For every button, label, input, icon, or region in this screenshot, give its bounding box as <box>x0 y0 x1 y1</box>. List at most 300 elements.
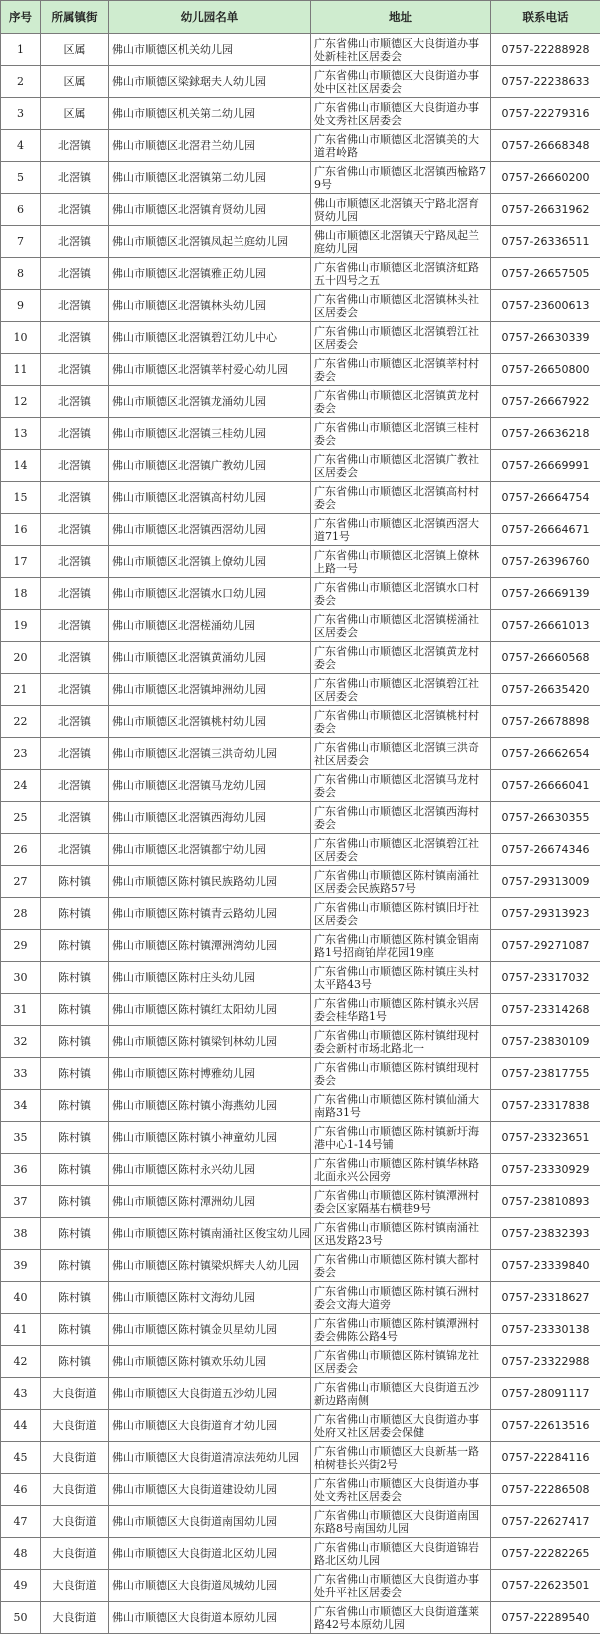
table-row <box>1 226 600 258</box>
cell-name: 佛山市顺德区陈村镇青云路幼儿园 <box>109 898 311 930</box>
cell-phone: 0757-26668348 <box>491 130 600 162</box>
cell-name: 佛山市顺德区大良街道南国幼儿园 <box>109 1506 311 1538</box>
header-phone: 联系电话 <box>491 1 600 34</box>
cell-phone: 0757-29313923 <box>491 898 600 930</box>
cell-no: 21 <box>1 674 41 706</box>
cell-name: 佛山市顺德区陈村镇梁炽辉夫人幼儿园 <box>109 1250 311 1282</box>
cell-town: 北滘镇 <box>41 610 109 642</box>
cell-name: 佛山市顺德区大良街道建设幼儿园 <box>109 1474 311 1506</box>
cell-phone: 0757-26664754 <box>491 482 600 514</box>
cell-no: 13 <box>1 418 41 450</box>
cell-name: 佛山市顺德区陈村镇小神童幼儿园 <box>109 1122 311 1154</box>
cell-town: 陈村镇 <box>41 866 109 898</box>
cell-phone: 0757-26631962 <box>491 194 600 226</box>
cell-phone: 0757-26666041 <box>491 770 600 802</box>
cell-no: 9 <box>1 290 41 322</box>
cell-town: 区属 <box>41 98 109 130</box>
cell-phone: 0757-23832393 <box>491 1218 600 1250</box>
cell-address: 广东省佛山市顺德区北滘镇水口村委会 <box>311 578 491 610</box>
cell-name: 佛山市顺德区北滘镇黄涌幼儿园 <box>109 642 311 674</box>
cell-phone: 0757-26630339 <box>491 322 600 354</box>
cell-no: 38 <box>1 1218 41 1250</box>
cell-no: 10 <box>1 322 41 354</box>
cell-address: 广东省佛山市顺德区大良街道办事处文秀社区居委会 <box>311 98 491 130</box>
table-row <box>1 1410 600 1442</box>
cell-phone: 0757-26660200 <box>491 162 600 194</box>
cell-no: 37 <box>1 1186 41 1218</box>
cell-no: 36 <box>1 1154 41 1186</box>
cell-no: 28 <box>1 898 41 930</box>
cell-address: 广东省佛山市顺德区北滘镇西滘大道71号 <box>311 514 491 546</box>
table-row <box>1 642 600 674</box>
cell-name: 佛山市顺德区陈村镇红太阳幼儿园 <box>109 994 311 1026</box>
cell-phone: 0757-26674346 <box>491 834 600 866</box>
cell-town: 陈村镇 <box>41 1218 109 1250</box>
cell-address: 广东省佛山市顺德区北滘镇黄龙村委会 <box>311 642 491 674</box>
cell-town: 北滘镇 <box>41 418 109 450</box>
header-no: 序号 <box>1 1 41 34</box>
cell-town: 北滘镇 <box>41 482 109 514</box>
cell-phone: 0757-23317032 <box>491 962 600 994</box>
cell-town: 北滘镇 <box>41 162 109 194</box>
cell-town: 大良街道 <box>41 1570 109 1602</box>
cell-phone: 0757-22623501 <box>491 1570 600 1602</box>
cell-name: 佛山市顺德区北滘镇龙涌幼儿园 <box>109 386 311 418</box>
cell-address: 广东省佛山市顺德区大良街道办事处府又社区居委会保健 <box>311 1410 491 1442</box>
table-row <box>1 290 600 322</box>
cell-town: 陈村镇 <box>41 1346 109 1378</box>
cell-town: 大良街道 <box>41 1474 109 1506</box>
cell-address: 广东省佛山市顺德区北滘镇碧江社区居委会 <box>311 322 491 354</box>
cell-address: 广东省佛山市顺德区陈村镇潭洲村委会佛陈公路4号 <box>311 1314 491 1346</box>
table-row <box>1 802 600 834</box>
cell-name: 佛山市顺德区北滘镇西海幼儿园 <box>109 802 311 834</box>
cell-address: 广东省佛山市顺德区大良街道五沙新边路南侧 <box>311 1378 491 1410</box>
header-town: 所属镇街 <box>41 1 109 34</box>
cell-address: 广东省佛山市顺德区陈村镇新圩海港中心1-14号铺 <box>311 1122 491 1154</box>
table-row <box>1 1090 600 1122</box>
cell-phone: 0757-22627417 <box>491 1506 600 1538</box>
cell-town: 陈村镇 <box>41 1090 109 1122</box>
cell-name: 佛山市顺德区北滘镇林头幼儿园 <box>109 290 311 322</box>
cell-town: 北滘镇 <box>41 354 109 386</box>
table-header <box>1 1 600 34</box>
cell-phone: 0757-26664671 <box>491 514 600 546</box>
cell-address: 广东省佛山市顺德区陈村镇仙涌大南路31号 <box>311 1090 491 1122</box>
cell-name: 佛山市顺德区大良街道育才幼儿园 <box>109 1410 311 1442</box>
cell-no: 25 <box>1 802 41 834</box>
cell-phone: 0757-26396760 <box>491 546 600 578</box>
table-row <box>1 354 600 386</box>
cell-phone: 0757-26636218 <box>491 418 600 450</box>
table-row <box>1 1442 600 1474</box>
cell-no: 48 <box>1 1538 41 1570</box>
cell-address: 广东省佛山市顺德区北滘镇高村村委会 <box>311 482 491 514</box>
table-row <box>1 930 600 962</box>
table-row <box>1 418 600 450</box>
cell-town: 陈村镇 <box>41 1058 109 1090</box>
cell-name: 佛山市顺德区机关第二幼儿园 <box>109 98 311 130</box>
cell-address: 佛山市顺德区北滘镇天宁路凤起兰庭幼儿园 <box>311 226 491 258</box>
cell-town: 大良街道 <box>41 1378 109 1410</box>
cell-no: 32 <box>1 1026 41 1058</box>
cell-address: 广东省佛山市顺德区陈村镇庄头村太平路43号 <box>311 962 491 994</box>
cell-no: 33 <box>1 1058 41 1090</box>
cell-name: 佛山市顺德区北滘镇第二幼儿园 <box>109 162 311 194</box>
cell-phone: 0757-22286508 <box>491 1474 600 1506</box>
cell-phone: 0757-26635420 <box>491 674 600 706</box>
table-row <box>1 1250 600 1282</box>
cell-name: 佛山市顺德区北滘镇雅正幼儿园 <box>109 258 311 290</box>
cell-name: 佛山市顺德区陈村镇潭洲湾幼儿园 <box>109 930 311 962</box>
cell-address: 广东省佛山市顺德区陈村镇大都村委会 <box>311 1250 491 1282</box>
cell-name: 佛山市顺德区大良街道清凉法苑幼儿园 <box>109 1442 311 1474</box>
cell-address: 广东省佛山市顺德区陈村镇南涌社区居委会民族路57号 <box>311 866 491 898</box>
cell-address: 广东省佛山市顺德区北滘镇林头社区居委会 <box>311 290 491 322</box>
cell-name: 佛山市顺德区大良街道凤城幼儿园 <box>109 1570 311 1602</box>
cell-town: 大良街道 <box>41 1410 109 1442</box>
cell-address: 广东省佛山市顺德区北滘镇莘村村委会 <box>311 354 491 386</box>
cell-name: 佛山市顺德区梁銶琚夫人幼儿园 <box>109 66 311 98</box>
table-row <box>1 962 600 994</box>
cell-name: 佛山市顺德区北滘镇西滘幼儿园 <box>109 514 311 546</box>
table-row <box>1 1122 600 1154</box>
table-body <box>1 34 600 1634</box>
table-row <box>1 1570 600 1602</box>
cell-name: 佛山市顺德区陈村潭洲幼儿园 <box>109 1186 311 1218</box>
cell-address: 广东省佛山市顺德区陈村镇华林路北面永兴公园旁 <box>311 1154 491 1186</box>
cell-no: 6 <box>1 194 41 226</box>
table-row <box>1 1218 600 1250</box>
cell-town: 大良街道 <box>41 1442 109 1474</box>
cell-name: 佛山市顺德区北滘镇马龙幼儿园 <box>109 770 311 802</box>
cell-no: 42 <box>1 1346 41 1378</box>
cell-no: 50 <box>1 1602 41 1634</box>
table-row <box>1 1506 600 1538</box>
cell-name: 佛山市顺德区北滘镇碧江幼儿中心 <box>109 322 311 354</box>
cell-no: 16 <box>1 514 41 546</box>
cell-phone: 0757-23317838 <box>491 1090 600 1122</box>
cell-no: 46 <box>1 1474 41 1506</box>
table-row <box>1 1026 600 1058</box>
cell-phone: 0757-23830109 <box>491 1026 600 1058</box>
cell-name: 佛山市顺德区陈村镇梁钊林幼儿园 <box>109 1026 311 1058</box>
cell-address: 佛山市顺德区北滘镇天宁路北滘育贤幼儿园 <box>311 194 491 226</box>
table-row <box>1 482 600 514</box>
cell-phone: 0757-23600613 <box>491 290 600 322</box>
cell-address: 广东省佛山市顺德区陈村镇南涌社区迅发路23号 <box>311 1218 491 1250</box>
cell-no: 17 <box>1 546 41 578</box>
cell-town: 北滘镇 <box>41 514 109 546</box>
cell-phone: 0757-23330929 <box>491 1154 600 1186</box>
cell-name: 佛山市顺德区北滘镇坤洲幼儿园 <box>109 674 311 706</box>
cell-no: 30 <box>1 962 41 994</box>
cell-no: 26 <box>1 834 41 866</box>
cell-no: 29 <box>1 930 41 962</box>
cell-town: 北滘镇 <box>41 578 109 610</box>
table-row <box>1 1058 600 1090</box>
cell-phone: 0757-29271087 <box>491 930 600 962</box>
cell-address: 广东省佛山市顺德区大良街道蓬莱路42号本原幼儿园 <box>311 1602 491 1634</box>
cell-phone: 0757-29313009 <box>491 866 600 898</box>
cell-name: 佛山市顺德区陈村镇民族路幼儿园 <box>109 866 311 898</box>
cell-no: 44 <box>1 1410 41 1442</box>
header-name: 幼儿园名单 <box>109 1 311 34</box>
cell-address: 广东省佛山市顺德区陈村镇潭洲村委会区家隔基右横巷9号 <box>311 1186 491 1218</box>
cell-phone: 0757-26336511 <box>491 226 600 258</box>
table-row <box>1 578 600 610</box>
cell-phone: 0757-22288928 <box>491 34 600 66</box>
cell-phone: 0757-26669139 <box>491 578 600 610</box>
cell-address: 广东省佛山市顺德区北滘镇三洪奇社区居委会 <box>311 738 491 770</box>
cell-address: 广东省佛山市顺德区北滘镇碧江社区居委会 <box>311 834 491 866</box>
table-row <box>1 130 600 162</box>
cell-name: 佛山市顺德区大良街道本原幼儿园 <box>109 1602 311 1634</box>
cell-phone: 0757-26662654 <box>491 738 600 770</box>
cell-address: 广东省佛山市顺德区大良街道南国东路8号南国幼儿园 <box>311 1506 491 1538</box>
cell-name: 佛山市顺德区机关幼儿园 <box>109 34 311 66</box>
cell-phone: 0757-22279316 <box>491 98 600 130</box>
cell-name: 佛山市顺德区陈村镇小海燕幼儿园 <box>109 1090 311 1122</box>
table-row <box>1 258 600 290</box>
cell-address: 广东省佛山市顺德区陈村镇旧圩社区居委会 <box>311 898 491 930</box>
table-row <box>1 866 600 898</box>
cell-phone: 0757-22289540 <box>491 1602 600 1634</box>
cell-name: 佛山市顺德区北滘镇上僚幼儿园 <box>109 546 311 578</box>
cell-town: 北滘镇 <box>41 706 109 738</box>
cell-town: 陈村镇 <box>41 1154 109 1186</box>
cell-town: 北滘镇 <box>41 642 109 674</box>
cell-no: 31 <box>1 994 41 1026</box>
cell-name: 佛山市顺德区陈村镇欢乐幼儿园 <box>109 1346 311 1378</box>
cell-no: 43 <box>1 1378 41 1410</box>
table-row <box>1 1538 600 1570</box>
cell-no: 40 <box>1 1282 41 1314</box>
cell-address: 广东省佛山市顺德区北滘镇西海村委会 <box>311 802 491 834</box>
table-row <box>1 994 600 1026</box>
cell-no: 4 <box>1 130 41 162</box>
cell-address: 广东省佛山市顺德区陈村镇绀现村委会新村市场北路北一 <box>311 1026 491 1058</box>
cell-no: 5 <box>1 162 41 194</box>
cell-name: 佛山市顺德区北滘镇都宁幼儿园 <box>109 834 311 866</box>
cell-town: 陈村镇 <box>41 930 109 962</box>
cell-address: 广东省佛山市顺德区陈村镇绀现村委会 <box>311 1058 491 1090</box>
cell-name: 佛山市顺德区北滘镇高村幼儿园 <box>109 482 311 514</box>
cell-no: 45 <box>1 1442 41 1474</box>
cell-town: 陈村镇 <box>41 1122 109 1154</box>
cell-address: 广东省佛山市顺德区陈村镇石洲村委会文海大道旁 <box>311 1282 491 1314</box>
table-row <box>1 386 600 418</box>
table-row <box>1 194 600 226</box>
table-row <box>1 610 600 642</box>
cell-address: 广东省佛山市顺德区北滘镇三桂村委会 <box>311 418 491 450</box>
cell-town: 陈村镇 <box>41 1250 109 1282</box>
cell-phone: 0757-22282265 <box>491 1538 600 1570</box>
cell-no: 49 <box>1 1570 41 1602</box>
cell-town: 北滘镇 <box>41 674 109 706</box>
cell-phone: 0757-23322988 <box>491 1346 600 1378</box>
table-row <box>1 1474 600 1506</box>
cell-no: 20 <box>1 642 41 674</box>
cell-phone: 0757-23314268 <box>491 994 600 1026</box>
cell-phone: 0757-23810893 <box>491 1186 600 1218</box>
table-row <box>1 1346 600 1378</box>
cell-town: 大良街道 <box>41 1506 109 1538</box>
cell-town: 北滘镇 <box>41 322 109 354</box>
cell-name: 佛山市顺德区北滘镇广教幼儿园 <box>109 450 311 482</box>
table-row <box>1 514 600 546</box>
cell-phone: 0757-23330138 <box>491 1314 600 1346</box>
cell-address: 广东省佛山市顺德区北滘镇上僚林上路一号 <box>311 546 491 578</box>
cell-no: 47 <box>1 1506 41 1538</box>
cell-town: 北滘镇 <box>41 130 109 162</box>
cell-phone: 0757-26630355 <box>491 802 600 834</box>
cell-address: 广东省佛山市顺德区北滘镇济虹路五十四号之五 <box>311 258 491 290</box>
cell-address: 广东省佛山市顺德区北滘镇黄龙村委会 <box>311 386 491 418</box>
cell-no: 18 <box>1 578 41 610</box>
cell-no: 11 <box>1 354 41 386</box>
cell-no: 14 <box>1 450 41 482</box>
cell-no: 24 <box>1 770 41 802</box>
cell-town: 陈村镇 <box>41 994 109 1026</box>
cell-town: 北滘镇 <box>41 802 109 834</box>
cell-address: 广东省佛山市顺德区大良新基一路柏树巷长兴街2号 <box>311 1442 491 1474</box>
cell-town: 陈村镇 <box>41 1314 109 1346</box>
cell-phone: 0757-28091117 <box>491 1378 600 1410</box>
cell-town: 陈村镇 <box>41 1026 109 1058</box>
cell-address: 广东省佛山市顺德区北滘镇美的大道君岭路 <box>311 130 491 162</box>
cell-address: 广东省佛山市顺德区陈村镇锦龙社区居委会 <box>311 1346 491 1378</box>
cell-town: 北滘镇 <box>41 194 109 226</box>
table-row <box>1 1378 600 1410</box>
cell-address: 广东省佛山市顺德区北滘镇西楡路79号 <box>311 162 491 194</box>
cell-town: 北滘镇 <box>41 258 109 290</box>
cell-address: 广东省佛山市顺德区北滘镇广教社区居委会 <box>311 450 491 482</box>
cell-name: 佛山市顺德区北滘君兰幼儿园 <box>109 130 311 162</box>
cell-town: 陈村镇 <box>41 1186 109 1218</box>
table-row <box>1 898 600 930</box>
cell-phone: 0757-26678898 <box>491 706 600 738</box>
cell-address: 广东省佛山市顺德区陈村镇永兴居委会桂华路1号 <box>311 994 491 1026</box>
cell-phone: 0757-26660568 <box>491 642 600 674</box>
cell-no: 27 <box>1 866 41 898</box>
table-row <box>1 706 600 738</box>
table-row <box>1 450 600 482</box>
cell-name: 佛山市顺德区北滘镇莘村爱心幼儿园 <box>109 354 311 386</box>
table-row <box>1 1602 600 1634</box>
cell-name: 佛山市顺德区北滘镇水口幼儿园 <box>109 578 311 610</box>
cell-name: 佛山市顺德区陈村博雅幼儿园 <box>109 1058 311 1090</box>
cell-name: 佛山市顺德区大良街道五沙幼儿园 <box>109 1378 311 1410</box>
table-row <box>1 834 600 866</box>
cell-no: 19 <box>1 610 41 642</box>
cell-address: 广东省佛山市顺德区大良街道办事处中区社区居委会 <box>311 66 491 98</box>
table-row <box>1 1314 600 1346</box>
cell-no: 1 <box>1 34 41 66</box>
cell-name: 佛山市顺德区陈村永兴幼儿园 <box>109 1154 311 1186</box>
cell-phone: 0757-26657505 <box>491 258 600 290</box>
cell-town: 北滘镇 <box>41 450 109 482</box>
cell-address: 广东省佛山市顺德区北滘镇桃村村委会 <box>311 706 491 738</box>
cell-no: 34 <box>1 1090 41 1122</box>
cell-address: 广东省佛山市顺德区大良街道锦岩路北区幼儿园 <box>311 1538 491 1570</box>
cell-phone: 0757-23339840 <box>491 1250 600 1282</box>
cell-address: 广东省佛山市顺德区北滘镇碧江社区居委会 <box>311 674 491 706</box>
cell-name: 佛山市顺德区北滘槎涌幼儿园 <box>109 610 311 642</box>
cell-town: 北滘镇 <box>41 770 109 802</box>
cell-no: 22 <box>1 706 41 738</box>
cell-phone: 0757-23323651 <box>491 1122 600 1154</box>
cell-no: 41 <box>1 1314 41 1346</box>
cell-town: 北滘镇 <box>41 834 109 866</box>
cell-no: 15 <box>1 482 41 514</box>
cell-town: 北滘镇 <box>41 546 109 578</box>
cell-name: 佛山市顺德区北滘镇三桂幼儿园 <box>109 418 311 450</box>
table-row <box>1 322 600 354</box>
cell-phone: 0757-26669991 <box>491 450 600 482</box>
cell-no: 12 <box>1 386 41 418</box>
table-row <box>1 1282 600 1314</box>
cell-address: 广东省佛山市顺德区北滘镇槎涌社区居委会 <box>311 610 491 642</box>
cell-town: 区属 <box>41 66 109 98</box>
cell-name: 佛山市顺德区陈村文海幼儿园 <box>109 1282 311 1314</box>
table-row <box>1 98 600 130</box>
cell-no: 3 <box>1 98 41 130</box>
cell-address: 广东省佛山市顺德区大良街道办事处新桂社区居委会 <box>311 34 491 66</box>
cell-no: 8 <box>1 258 41 290</box>
cell-phone: 0757-22613516 <box>491 1410 600 1442</box>
cell-town: 北滘镇 <box>41 386 109 418</box>
cell-no: 2 <box>1 66 41 98</box>
table-row <box>1 1186 600 1218</box>
cell-name: 佛山市顺德区大良街道北区幼儿园 <box>109 1538 311 1570</box>
cell-town: 北滘镇 <box>41 738 109 770</box>
table-row <box>1 546 600 578</box>
cell-no: 7 <box>1 226 41 258</box>
table-row <box>1 66 600 98</box>
cell-town: 区属 <box>41 34 109 66</box>
cell-phone: 0757-26650800 <box>491 354 600 386</box>
cell-town: 大良街道 <box>41 1538 109 1570</box>
cell-town: 北滘镇 <box>41 290 109 322</box>
cell-name: 佛山市顺德区陈村庄头幼儿园 <box>109 962 311 994</box>
cell-phone: 0757-26661013 <box>491 610 600 642</box>
table-row <box>1 34 600 66</box>
cell-address: 广东省佛山市顺德区大良街道办事处文秀社区居委会 <box>311 1474 491 1506</box>
cell-town: 大良街道 <box>41 1602 109 1634</box>
cell-name: 佛山市顺德区陈村镇金贝星幼儿园 <box>109 1314 311 1346</box>
cell-address: 广东省佛山市顺德区北滘镇马龙村委会 <box>311 770 491 802</box>
cell-town: 陈村镇 <box>41 1282 109 1314</box>
cell-town: 陈村镇 <box>41 962 109 994</box>
cell-phone: 0757-22238633 <box>491 66 600 98</box>
table-row <box>1 770 600 802</box>
cell-name: 佛山市顺德区陈村镇南涌社区俊宝幼儿园 <box>109 1218 311 1250</box>
cell-no: 39 <box>1 1250 41 1282</box>
header-row <box>1 1 600 34</box>
cell-town: 陈村镇 <box>41 898 109 930</box>
cell-name: 佛山市顺德区北滘镇凤起兰庭幼儿园 <box>109 226 311 258</box>
table-row <box>1 738 600 770</box>
cell-address: 广东省佛山市顺德区陈村镇金锠南路1号招商铂岸花园19座 <box>311 930 491 962</box>
table-row <box>1 162 600 194</box>
cell-name: 佛山市顺德区北滘镇桃村幼儿园 <box>109 706 311 738</box>
cell-no: 23 <box>1 738 41 770</box>
cell-phone: 0757-23318627 <box>491 1282 600 1314</box>
header-address: 地址 <box>311 1 491 34</box>
cell-name: 佛山市顺德区北滘镇三洪奇幼儿园 <box>109 738 311 770</box>
cell-phone: 0757-23817755 <box>491 1058 600 1090</box>
